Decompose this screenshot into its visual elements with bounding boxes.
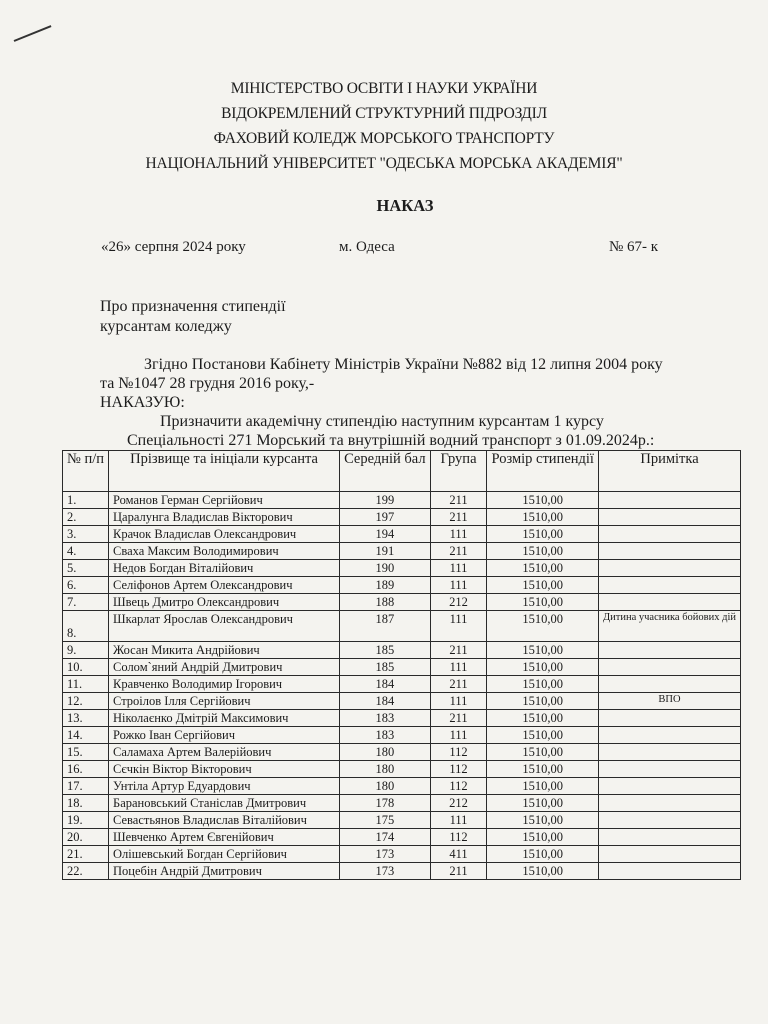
row-number: 11. bbox=[63, 676, 109, 693]
cadet-name: Рожко Іван Сергійович bbox=[109, 727, 340, 744]
row-number: 1. bbox=[63, 492, 109, 509]
row-number: 21. bbox=[63, 846, 109, 863]
cadet-name: Ніколаєнко Дмітрій Максимович bbox=[109, 710, 340, 727]
average-score: 180 bbox=[340, 744, 431, 761]
order-number: № 67- к bbox=[609, 239, 659, 255]
average-score: 180 bbox=[340, 778, 431, 795]
group-number: 111 bbox=[430, 577, 487, 594]
body-line-1: Згідно Постанови Кабінету Міністрів України №882 від 12 липня 2004 року bbox=[144, 356, 663, 373]
note-cell: ВПО bbox=[598, 693, 740, 710]
table-row bbox=[63, 492, 741, 509]
row-number: 15. bbox=[63, 744, 109, 761]
note-cell bbox=[598, 812, 740, 829]
stipend-amount: 1510,00 bbox=[487, 846, 599, 863]
subdivision-line: ВІДОКРЕМЛЕНИЙ СТРУКТУРНИЙ ПІДРОЗДІЛ bbox=[221, 105, 547, 122]
note-cell bbox=[598, 676, 740, 693]
row-number: 19. bbox=[63, 812, 109, 829]
body-line-3: НАКАЗУЮ: bbox=[100, 394, 185, 411]
cadet-name: Жосан Микита Андрійович bbox=[109, 642, 340, 659]
cadet-name: Поцебін Андрій Дмитрович bbox=[109, 863, 340, 880]
row-number: 3. bbox=[63, 526, 109, 543]
col-header-num: № п/п bbox=[63, 451, 109, 492]
average-score: 178 bbox=[340, 795, 431, 812]
table-row bbox=[63, 509, 741, 526]
average-score: 185 bbox=[340, 642, 431, 659]
average-score: 190 bbox=[340, 560, 431, 577]
ministry-line: МІНІСТЕРСТВО ОСВІТИ І НАУКИ УКРАЇНИ bbox=[230, 80, 538, 97]
table-row bbox=[63, 863, 741, 880]
stipend-amount: 1510,00 bbox=[487, 863, 599, 880]
table-row bbox=[63, 778, 741, 795]
average-score: 175 bbox=[340, 812, 431, 829]
table-row bbox=[63, 846, 741, 863]
average-score: 187 bbox=[340, 611, 431, 642]
average-score: 184 bbox=[340, 676, 431, 693]
average-score: 183 bbox=[340, 727, 431, 744]
average-score: 180 bbox=[340, 761, 431, 778]
stipend-amount: 1510,00 bbox=[487, 642, 599, 659]
note-cell: Дитина учасника бойових дій bbox=[598, 611, 740, 642]
body-line-2: та №1047 28 грудня 2016 року,- bbox=[100, 375, 315, 392]
note-cell bbox=[598, 594, 740, 611]
stipend-amount: 1510,00 bbox=[487, 710, 599, 727]
order-body bbox=[100, 355, 663, 450]
group-number: 111 bbox=[430, 611, 487, 642]
col-header-note: Примітка bbox=[598, 451, 740, 492]
table-row bbox=[63, 693, 741, 710]
order-city: м. Одеса bbox=[339, 239, 395, 255]
stipend-amount: 1510,00 bbox=[487, 829, 599, 846]
row-number: 18. bbox=[63, 795, 109, 812]
group-number: 212 bbox=[430, 594, 487, 611]
row-number: 17. bbox=[63, 778, 109, 795]
stipend-table bbox=[62, 450, 741, 880]
col-header-name: Прізвище та ініціали курсанта bbox=[109, 451, 340, 492]
table-row bbox=[63, 611, 741, 642]
stipend-amount: 1510,00 bbox=[487, 543, 599, 560]
stipend-amount: 1510,00 bbox=[487, 778, 599, 795]
university-line: НАЦІОНАЛЬНИЙ УНІВЕРСИТЕТ "ОДЕСЬКА МОРСЬКА АКАДЕМІЯ" bbox=[145, 155, 623, 172]
note-cell bbox=[598, 863, 740, 880]
cadet-name: Унтіла Артур Едуардович bbox=[109, 778, 340, 795]
col-header-avg: Середній бал bbox=[340, 451, 431, 492]
table-row bbox=[63, 543, 741, 560]
note-cell bbox=[598, 727, 740, 744]
stipend-amount: 1510,00 bbox=[487, 693, 599, 710]
table-header-row bbox=[63, 451, 741, 492]
stipend-amount: 1510,00 bbox=[487, 611, 599, 642]
row-number: 16. bbox=[63, 761, 109, 778]
row-number: 2. bbox=[63, 509, 109, 526]
table-row bbox=[63, 526, 741, 543]
table-row bbox=[63, 594, 741, 611]
group-number: 211 bbox=[430, 509, 487, 526]
group-number: 112 bbox=[430, 761, 487, 778]
cadet-name: Царалунга Владислав Вікторович bbox=[109, 509, 340, 526]
cadet-name: Кравченко Володимир Ігорович bbox=[109, 676, 340, 693]
table-row bbox=[63, 727, 741, 744]
cadet-name: Севастьянов Владислав Віталійович bbox=[109, 812, 340, 829]
cadet-name: Швець Дмитро Олександрович bbox=[109, 594, 340, 611]
average-score: 191 bbox=[340, 543, 431, 560]
cadet-name: Строілов Ілля Сергійович bbox=[109, 693, 340, 710]
note-cell bbox=[598, 744, 740, 761]
stipend-amount: 1510,00 bbox=[487, 509, 599, 526]
stipend-amount: 1510,00 bbox=[487, 577, 599, 594]
table-row bbox=[63, 642, 741, 659]
subject-line-1: Про призначення стипендії bbox=[100, 298, 286, 315]
stipend-amount: 1510,00 bbox=[487, 761, 599, 778]
average-score: 199 bbox=[340, 492, 431, 509]
average-score: 197 bbox=[340, 509, 431, 526]
note-cell bbox=[598, 710, 740, 727]
table-body bbox=[63, 492, 741, 880]
document-header bbox=[0, 76, 768, 176]
group-number: 111 bbox=[430, 560, 487, 577]
col-header-group: Група bbox=[430, 451, 487, 492]
note-cell bbox=[598, 509, 740, 526]
stipend-amount: 1510,00 bbox=[487, 744, 599, 761]
group-number: 211 bbox=[430, 492, 487, 509]
cadet-name: Солом`яний Андрій Дмитрович bbox=[109, 659, 340, 676]
college-line: ФАХОВИЙ КОЛЕДЖ МОРСЬКОГО ТРАНСПОРТУ bbox=[213, 130, 555, 147]
table-row bbox=[63, 560, 741, 577]
group-number: 111 bbox=[430, 659, 487, 676]
group-number: 411 bbox=[430, 846, 487, 863]
pen-mark bbox=[14, 25, 52, 42]
average-score: 173 bbox=[340, 846, 431, 863]
note-cell bbox=[598, 761, 740, 778]
group-number: 112 bbox=[430, 829, 487, 846]
row-number: 10. bbox=[63, 659, 109, 676]
table-row bbox=[63, 795, 741, 812]
average-score: 174 bbox=[340, 829, 431, 846]
col-header-amount: Розмір стипендії bbox=[487, 451, 599, 492]
table-row bbox=[63, 710, 741, 727]
stipend-amount: 1510,00 bbox=[487, 795, 599, 812]
stipend-amount: 1510,00 bbox=[487, 727, 599, 744]
row-number: 9. bbox=[63, 642, 109, 659]
cadet-name: Шкарлат Ярослав Олександрович bbox=[109, 611, 340, 642]
subject-line-2: курсантам коледжу bbox=[100, 318, 232, 335]
group-number: 111 bbox=[430, 727, 487, 744]
group-number: 211 bbox=[430, 863, 487, 880]
stipend-amount: 1510,00 bbox=[487, 492, 599, 509]
stipend-amount: 1510,00 bbox=[487, 560, 599, 577]
table-row bbox=[63, 676, 741, 693]
table-row bbox=[63, 577, 741, 594]
group-number: 211 bbox=[430, 543, 487, 560]
group-number: 111 bbox=[430, 693, 487, 710]
cadet-name: Романов Герман Сергійович bbox=[109, 492, 340, 509]
cadet-name: Недов Богдан Віталійович bbox=[109, 560, 340, 577]
stipend-amount: 1510,00 bbox=[487, 526, 599, 543]
average-score: 194 bbox=[340, 526, 431, 543]
row-number: 12. bbox=[63, 693, 109, 710]
group-number: 211 bbox=[430, 710, 487, 727]
group-number: 212 bbox=[430, 795, 487, 812]
row-number: 4. bbox=[63, 543, 109, 560]
average-score: 185 bbox=[340, 659, 431, 676]
group-number: 111 bbox=[430, 812, 487, 829]
stipend-amount: 1510,00 bbox=[487, 594, 599, 611]
row-number: 22. bbox=[63, 863, 109, 880]
order-subject bbox=[100, 297, 286, 337]
average-score: 188 bbox=[340, 594, 431, 611]
row-number: 5. bbox=[63, 560, 109, 577]
note-cell bbox=[598, 543, 740, 560]
body-line-4: Призначити академічну стипендію наступним курсантам 1 курсу bbox=[160, 413, 604, 430]
note-cell bbox=[598, 846, 740, 863]
cadet-name: Селіфонов Артем Олександрович bbox=[109, 577, 340, 594]
group-number: 112 bbox=[430, 744, 487, 761]
cadet-name: Олішевський Богдан Сергійович bbox=[109, 846, 340, 863]
cadet-name: Саламаха Артем Валерійович bbox=[109, 744, 340, 761]
note-cell bbox=[598, 526, 740, 543]
row-number: 8. bbox=[63, 611, 109, 642]
note-cell bbox=[598, 795, 740, 812]
cadet-name: Барановський Станіслав Дмитрович bbox=[109, 795, 340, 812]
average-score: 189 bbox=[340, 577, 431, 594]
group-number: 111 bbox=[430, 526, 487, 543]
note-cell bbox=[598, 492, 740, 509]
table-row bbox=[63, 829, 741, 846]
group-number: 211 bbox=[430, 642, 487, 659]
stipend-amount: 1510,00 bbox=[487, 676, 599, 693]
note-cell bbox=[598, 642, 740, 659]
note-cell bbox=[598, 778, 740, 795]
note-cell bbox=[598, 829, 740, 846]
group-number: 211 bbox=[430, 676, 487, 693]
note-cell bbox=[598, 659, 740, 676]
cadet-name: Шевченко Артем Євгенійович bbox=[109, 829, 340, 846]
row-number: 14. bbox=[63, 727, 109, 744]
cadet-name: Крачок Владислав Олександрович bbox=[109, 526, 340, 543]
average-score: 173 bbox=[340, 863, 431, 880]
table-row bbox=[63, 761, 741, 778]
note-cell bbox=[598, 577, 740, 594]
order-date: «26» серпня 2024 року bbox=[101, 239, 246, 255]
row-number: 20. bbox=[63, 829, 109, 846]
group-number: 112 bbox=[430, 778, 487, 795]
stipend-amount: 1510,00 bbox=[487, 812, 599, 829]
cadet-name: Сваха Максим Володимирович bbox=[109, 543, 340, 560]
average-score: 184 bbox=[340, 693, 431, 710]
note-cell bbox=[598, 560, 740, 577]
document-title: НАКАЗ bbox=[376, 196, 434, 215]
stipend-amount: 1510,00 bbox=[487, 659, 599, 676]
average-score: 183 bbox=[340, 710, 431, 727]
row-number: 7. bbox=[63, 594, 109, 611]
row-number: 6. bbox=[63, 577, 109, 594]
body-line-5: Спеціальності 271 Морський та внутрішній водний транспорт з 01.09.2024р.: bbox=[127, 432, 655, 449]
table-row bbox=[63, 659, 741, 676]
cadet-name: Сєчкін Віктор Вікторович bbox=[109, 761, 340, 778]
table-row bbox=[63, 812, 741, 829]
row-number: 13. bbox=[63, 710, 109, 727]
table-row bbox=[63, 744, 741, 761]
